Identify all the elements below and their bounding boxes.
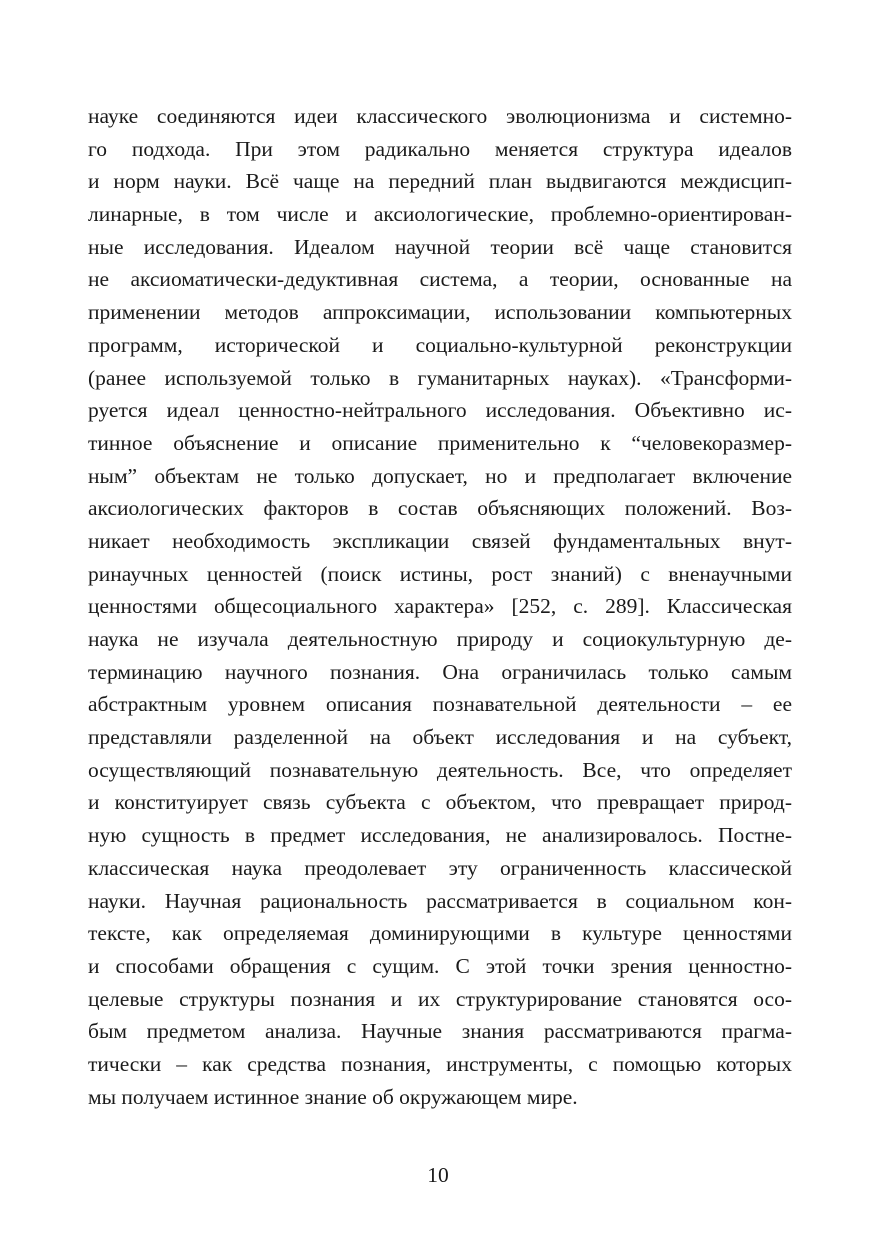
text-line: наука не изучала деятельностную природу и социокультурную де- — [88, 627, 792, 651]
text-line: и способами обращения с сущим. С этой точки зрения ценностно- — [88, 953, 792, 978]
body-text — [88, 100, 792, 1113]
page-number: 10 — [427, 1163, 449, 1187]
text-line: ным” объектам не только допускает, но и предполагает включение — [88, 463, 792, 488]
text-line: аксиологических факторов в состав объясняющих положений. Воз- — [88, 496, 792, 521]
text-line: терминацию научного познания. Она ограничилась только самым — [88, 659, 792, 684]
text-line: целевые структуры познания и их структурирование становятся осо- — [88, 986, 792, 1011]
text-line: ную сущность в предмет исследования, не анализировалось. Постне- — [88, 823, 792, 848]
text-line: тинное объяснение и описание применительно к “человекоразмер- — [88, 430, 792, 455]
text-line: руется идеал ценностно-нейтрального исследования. Объективно ис- — [88, 398, 792, 423]
text-line: и конституирует связь субъекта с объектом, что превращает природ- — [88, 790, 792, 815]
text-line: классическая наука преодолевает эту ограниченность классической — [88, 855, 792, 880]
text-line: программ, исторической и социально-культурной реконструкции — [88, 332, 792, 357]
text-line: представляли разделенной на объект исследования и на субъект, — [88, 725, 792, 750]
text-line: никает необходимость экспликации связей фундаментальных внут- — [88, 528, 792, 553]
text-line: применении методов аппроксимации, использовании компьютерных — [88, 300, 792, 325]
text-line: бым предметом анализа. Научные знания рассматриваются прагма- — [88, 1019, 792, 1044]
text-line: ные исследования. Идеалом научной теории всё чаще становится — [88, 234, 792, 259]
text-line: осуществляющий познавательную деятельность. Все, что определяет — [88, 757, 792, 782]
text-line: ценностями общесоциального характера» [252, с. 289]. Классическая — [88, 594, 792, 619]
text-line: (ранее используемой только в гуманитарных науках). «Трансформи- — [88, 365, 792, 390]
text-line: абстрактным уровнем описания познавательной деятельности – ее — [88, 692, 792, 717]
text-line: науке соединяются идеи классического эволюционизма и системно- — [88, 104, 792, 128]
text-line: не аксиоматически-дедуктивная система, а теории, основанные на — [88, 267, 792, 292]
text-line: науки. Научная рациональность рассматривается в социальном кон- — [88, 888, 792, 913]
text-line: го подхода. При этом радикально меняется структура идеалов — [88, 136, 792, 161]
text-line: тексте, как определяемая доминирующими в культуре ценностями — [88, 921, 792, 946]
text-line: тически – как средства познания, инструменты, с помощью которых — [88, 1051, 792, 1076]
text-line-last: мы получаем истинное знание об окружающем мире. — [88, 1084, 578, 1109]
text-line: ринаучных ценностей (поиск истины, рост знаний) с вненаучными — [88, 561, 792, 586]
text-line: и норм науки. Всё чаще на передний план выдвигаются междисцип- — [88, 169, 792, 194]
text-line: линарные, в том числе и аксиологические, проблемно-ориентирован- — [88, 202, 792, 227]
